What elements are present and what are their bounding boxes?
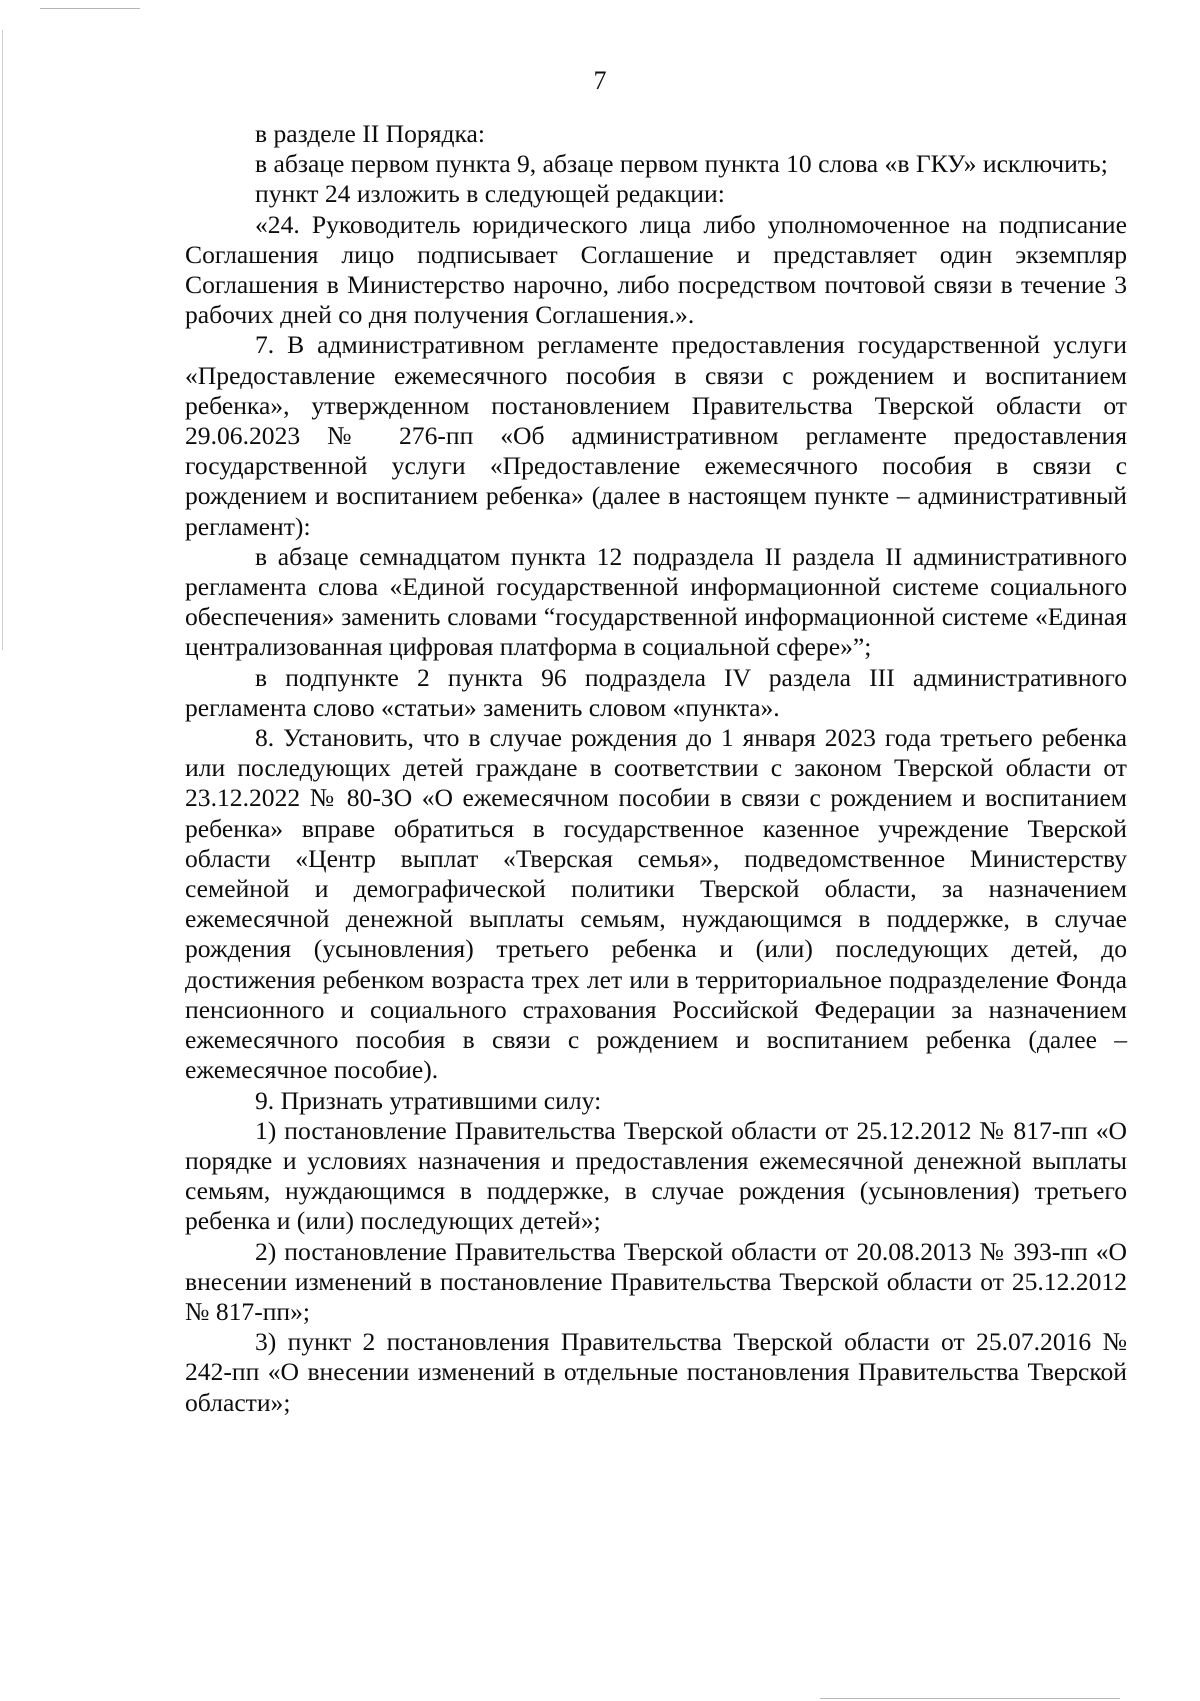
scan-edge-line bbox=[40, 8, 140, 9]
paragraph: в подпункте 2 пункта 96 подраздела IV раздела III административного регламента слово «статьи» заменить словом «пункта». bbox=[185, 662, 1127, 722]
paragraph: «24. Руководитель юридического лица либо уполномоченное на подписание Соглашения лицо подписывает Соглашение и представляет один экземпляр Соглашения в Министерство нарочно, либо посредством почтовой связи в течение 3 рабочих дней со дня получения Соглашения.». bbox=[185, 209, 1127, 330]
document-body bbox=[185, 119, 1127, 1418]
scan-edge-line bbox=[2, 30, 3, 650]
paragraph: в разделе II Порядка: bbox=[255, 119, 486, 148]
paragraph: в абзаце первом пункта 9, абзаце первом пункта 10 слова «в ГКУ» исключить; bbox=[255, 149, 1108, 179]
page-number: 7 bbox=[593, 66, 607, 95]
paragraph: в абзаце семнадцатом пункта 12 подраздела II раздела II административного регламента слова «Единой государственной информационной системе социального обеспечения» заменить словами “государственной информационной системе «Единая централизованная цифровая платформа в социальной сфере»”; bbox=[185, 541, 1127, 662]
scan-edge-line bbox=[820, 1698, 1120, 1699]
paragraph: 1) постановление Правительства Тверской области от 25.12.2012 № 817-пп «О порядке и условиях назначения и предоставления ежемесячной денежной выплаты семьям, нуждающимся в поддержке, в случае рождения (усыновления) третьего ребенка и (или) последующих детей»; bbox=[185, 1115, 1127, 1236]
paragraph: 7. В административном регламенте предоставления государственной услуги «Предоставление ежемесячного пособия в связи с рождением и воспитанием ребенка», утвержденном постановлением Правительства Тверской области от 29.06.2023 № 276-пп «Об административном регламенте предоставления государственной услуги «Предоставление ежемесячного пособия в связи с рождением и воспитанием ребенка» (далее в настоящем пункте – административный регламент): bbox=[185, 330, 1127, 541]
paragraph: пункт 24 изложить в следующей редакции: bbox=[255, 179, 725, 209]
paragraph: 3) пункт 2 постановления Правительства Тверской области от 25.07.2016 № 242-пп «О внесении изменений в отдельные постановления Правительства Тверской области»; bbox=[185, 1327, 1127, 1417]
paragraph: 8. Установить, что в случае рождения до 1 января 2023 года третьего ребенка или последующих детей граждане в соответствии с законом Тверской области от 23.12.2022 № 80-ЗО «О ежемесячном пособии в связи с рождением и воспитанием ребенка» вправе обратиться в государственное казенное учреждение Тверской области «Центр выплат «Тверская семья», подведомственное Министерству семейной и демографической политики Тверской области, за назначением ежемесячной денежной выплаты семьям, нуждающимся в поддержке, в случае рождения (усыновления) третьего ребенка и (или) последующих детей, до достижения ребенком возраста трех лет или в территориальное подразделение Фонда пенсионного и социального страхования Российской Федерации за назначением ежемесячного пособия в связи с рождением и воспитанием ребенка (далее – ежемесячное пособие). bbox=[185, 723, 1127, 1085]
paragraph: 2) постановление Правительства Тверской области от 20.08.2013 № 393-пп «О внесении изменений в постановление Правительства Тверской области от 25.12.2012 № 817-пп»; bbox=[185, 1236, 1127, 1326]
paragraph: 9. Признать утратившими силу: bbox=[255, 1085, 602, 1115]
